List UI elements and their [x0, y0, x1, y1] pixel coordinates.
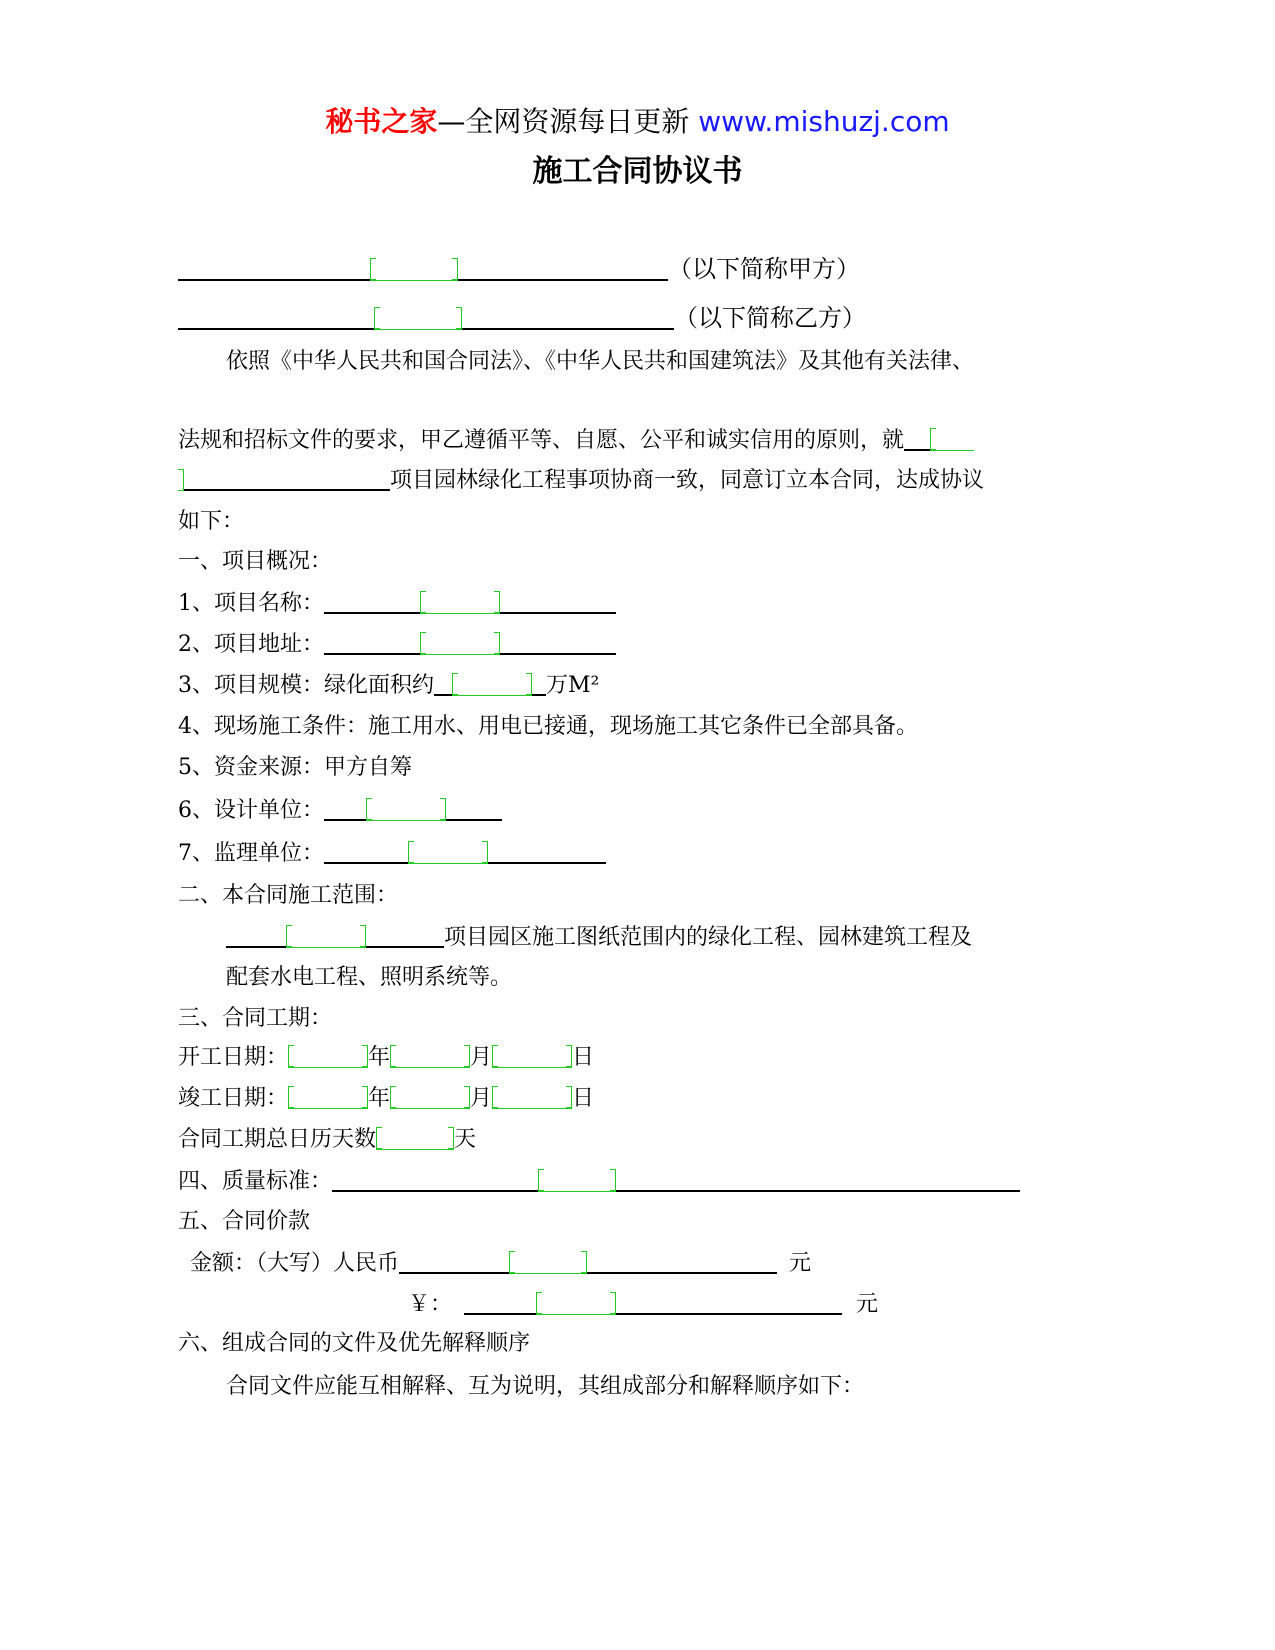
- field-underline: [366, 922, 444, 948]
- intro-line-3: [178, 465, 984, 496]
- yen-label: ￥：: [408, 1292, 453, 1317]
- project-underline: [184, 465, 390, 491]
- field-underline: [324, 629, 420, 655]
- design-unit-label: 6、设计单位：: [178, 798, 324, 823]
- section-1-heading: 一、项目概况：: [178, 549, 333, 574]
- section-2-heading: 二、本合同施工范围：: [178, 883, 399, 908]
- amount-words-placeholder[interactable]: [509, 1249, 587, 1274]
- scope-project-placeholder[interactable]: [286, 923, 366, 948]
- intro-line-3-text: 项目园林绿化工程事项协商一致，同意订立本合同，达成协议: [390, 468, 985, 493]
- total-days-line: [178, 1125, 476, 1155]
- supervision-unit-placeholder[interactable]: [408, 839, 488, 864]
- amount-number-placeholder[interactable]: [536, 1290, 616, 1315]
- project-name-line: [178, 588, 616, 619]
- amount-words-label: 金额：（大写）人民币: [190, 1251, 400, 1276]
- party-a-suffix: （以下简称甲方）: [668, 255, 860, 283]
- end-day-placeholder[interactable]: [492, 1084, 572, 1109]
- field-underline: [616, 1166, 1020, 1192]
- brand-name: 秘书之家: [325, 105, 438, 138]
- site-conditions-line: 4、现场施工条件：施工用水、用电已接通，现场施工其它条件已全部具备。: [178, 714, 918, 739]
- project-scale-label: 3、项目规模：绿化面积约: [178, 673, 434, 698]
- year-label: 年: [368, 1086, 391, 1111]
- scope-line-1: [226, 922, 972, 953]
- intro-line-2-text: 法规和招标文件的要求，甲乙遵循平等、自愿、公平和诚实信用的原则，就: [178, 428, 905, 453]
- site-url-link[interactable]: www.mishuzj.com: [698, 105, 950, 138]
- project-underline: [904, 425, 930, 451]
- field-underline: [324, 795, 366, 821]
- section-6-heading: 六、组成合同的文件及优先解释顺序: [178, 1331, 531, 1356]
- supervision-unit-label: 7、监理单位：: [178, 841, 324, 866]
- party-b-underline: [462, 304, 674, 330]
- header-tagline: —全网资源每日更新: [437, 105, 699, 138]
- month-label: 月: [470, 1045, 493, 1070]
- project-name-placeholder[interactable]: [420, 589, 500, 614]
- start-date-line: [178, 1043, 594, 1073]
- yuan-unit: 元: [789, 1251, 812, 1276]
- field-underline: [332, 1166, 538, 1192]
- field-underline: [616, 1289, 842, 1315]
- end-date-line: [178, 1084, 594, 1114]
- scope-line-2: 配套水电工程、照明系统等。: [226, 965, 513, 990]
- project-name-label: 1、项目名称：: [178, 591, 324, 616]
- party-a-underline: [458, 255, 668, 281]
- intro-line-2: [178, 425, 974, 456]
- end-year-placeholder[interactable]: [288, 1084, 368, 1109]
- start-date-label: 开工日期：: [178, 1045, 289, 1070]
- field-underline: [324, 588, 420, 614]
- year-label: 年: [368, 1045, 391, 1070]
- section-5-heading: 五、合同价款: [178, 1209, 311, 1234]
- green-area-placeholder[interactable]: [452, 671, 532, 696]
- scope-line-1-text: 项目园区施工图纸范围内的绿化工程、园林建筑工程及: [444, 925, 973, 950]
- field-underline: [446, 795, 502, 821]
- party-b-placeholder[interactable]: [374, 305, 462, 330]
- party-a-underline: [178, 255, 370, 281]
- month-label: 月: [470, 1086, 493, 1111]
- days-unit: 天: [454, 1127, 477, 1152]
- field-underline: [226, 922, 286, 948]
- field-underline: [324, 838, 408, 864]
- field-underline: [399, 1248, 509, 1274]
- project-scale-line: [178, 670, 599, 701]
- field-underline: [532, 670, 546, 696]
- funding-source-line: 5、资金来源：甲方自筹: [178, 755, 412, 780]
- document-title: 施工合同协议书: [532, 154, 743, 189]
- project-address-line: [178, 629, 616, 660]
- end-month-placeholder[interactable]: [390, 1084, 470, 1109]
- quality-standard-placeholder[interactable]: [538, 1167, 616, 1192]
- party-b-suffix: （以下简称乙方）: [674, 304, 866, 332]
- field-underline: [488, 838, 606, 864]
- start-year-placeholder[interactable]: [288, 1043, 368, 1068]
- field-underline: [587, 1248, 777, 1274]
- section-3-heading: 三、合同工期：: [178, 1006, 333, 1031]
- party-b-underline: [178, 304, 374, 330]
- project-address-label: 2、项目地址：: [178, 632, 324, 657]
- design-unit-line: [178, 795, 502, 826]
- project-address-placeholder[interactable]: [420, 630, 500, 655]
- end-date-label: 竣工日期：: [178, 1086, 289, 1111]
- start-day-placeholder[interactable]: [492, 1043, 572, 1068]
- quality-standard-line: [178, 1166, 1020, 1197]
- field-underline: [500, 588, 616, 614]
- intro-line-1: 依照《中华人民共和国合同法》、《中华人民共和国建筑法》及其他有关法律、: [226, 349, 975, 374]
- intro-line-4: 如下：: [178, 509, 245, 534]
- party-a-line: [178, 254, 860, 284]
- field-underline: [500, 629, 616, 655]
- project-placeholder-close[interactable]: [178, 467, 184, 491]
- day-label: 日: [572, 1045, 595, 1070]
- contract-docs-line: 合同文件应能互相解释、互为说明，其组成部分和解释顺序如下：: [226, 1374, 865, 1399]
- start-month-placeholder[interactable]: [390, 1043, 470, 1068]
- total-days-label: 合同工期总日历天数: [178, 1127, 377, 1152]
- yuan-unit: 元: [856, 1292, 879, 1317]
- amount-number-line: [408, 1289, 878, 1320]
- field-underline: [464, 1289, 536, 1315]
- party-b-line: [178, 303, 866, 333]
- design-unit-placeholder[interactable]: [366, 796, 446, 821]
- total-days-placeholder[interactable]: [376, 1125, 454, 1150]
- site-header: [0, 104, 1275, 140]
- amount-words-line: [190, 1248, 811, 1279]
- field-underline: [434, 670, 452, 696]
- party-a-placeholder[interactable]: [370, 256, 458, 281]
- project-placeholder-open[interactable]: [930, 426, 974, 451]
- area-unit: 万M²: [546, 673, 600, 698]
- supervision-unit-line: [178, 838, 606, 869]
- day-label: 日: [572, 1086, 595, 1111]
- section-4-heading: 四、质量标准：: [178, 1169, 333, 1194]
